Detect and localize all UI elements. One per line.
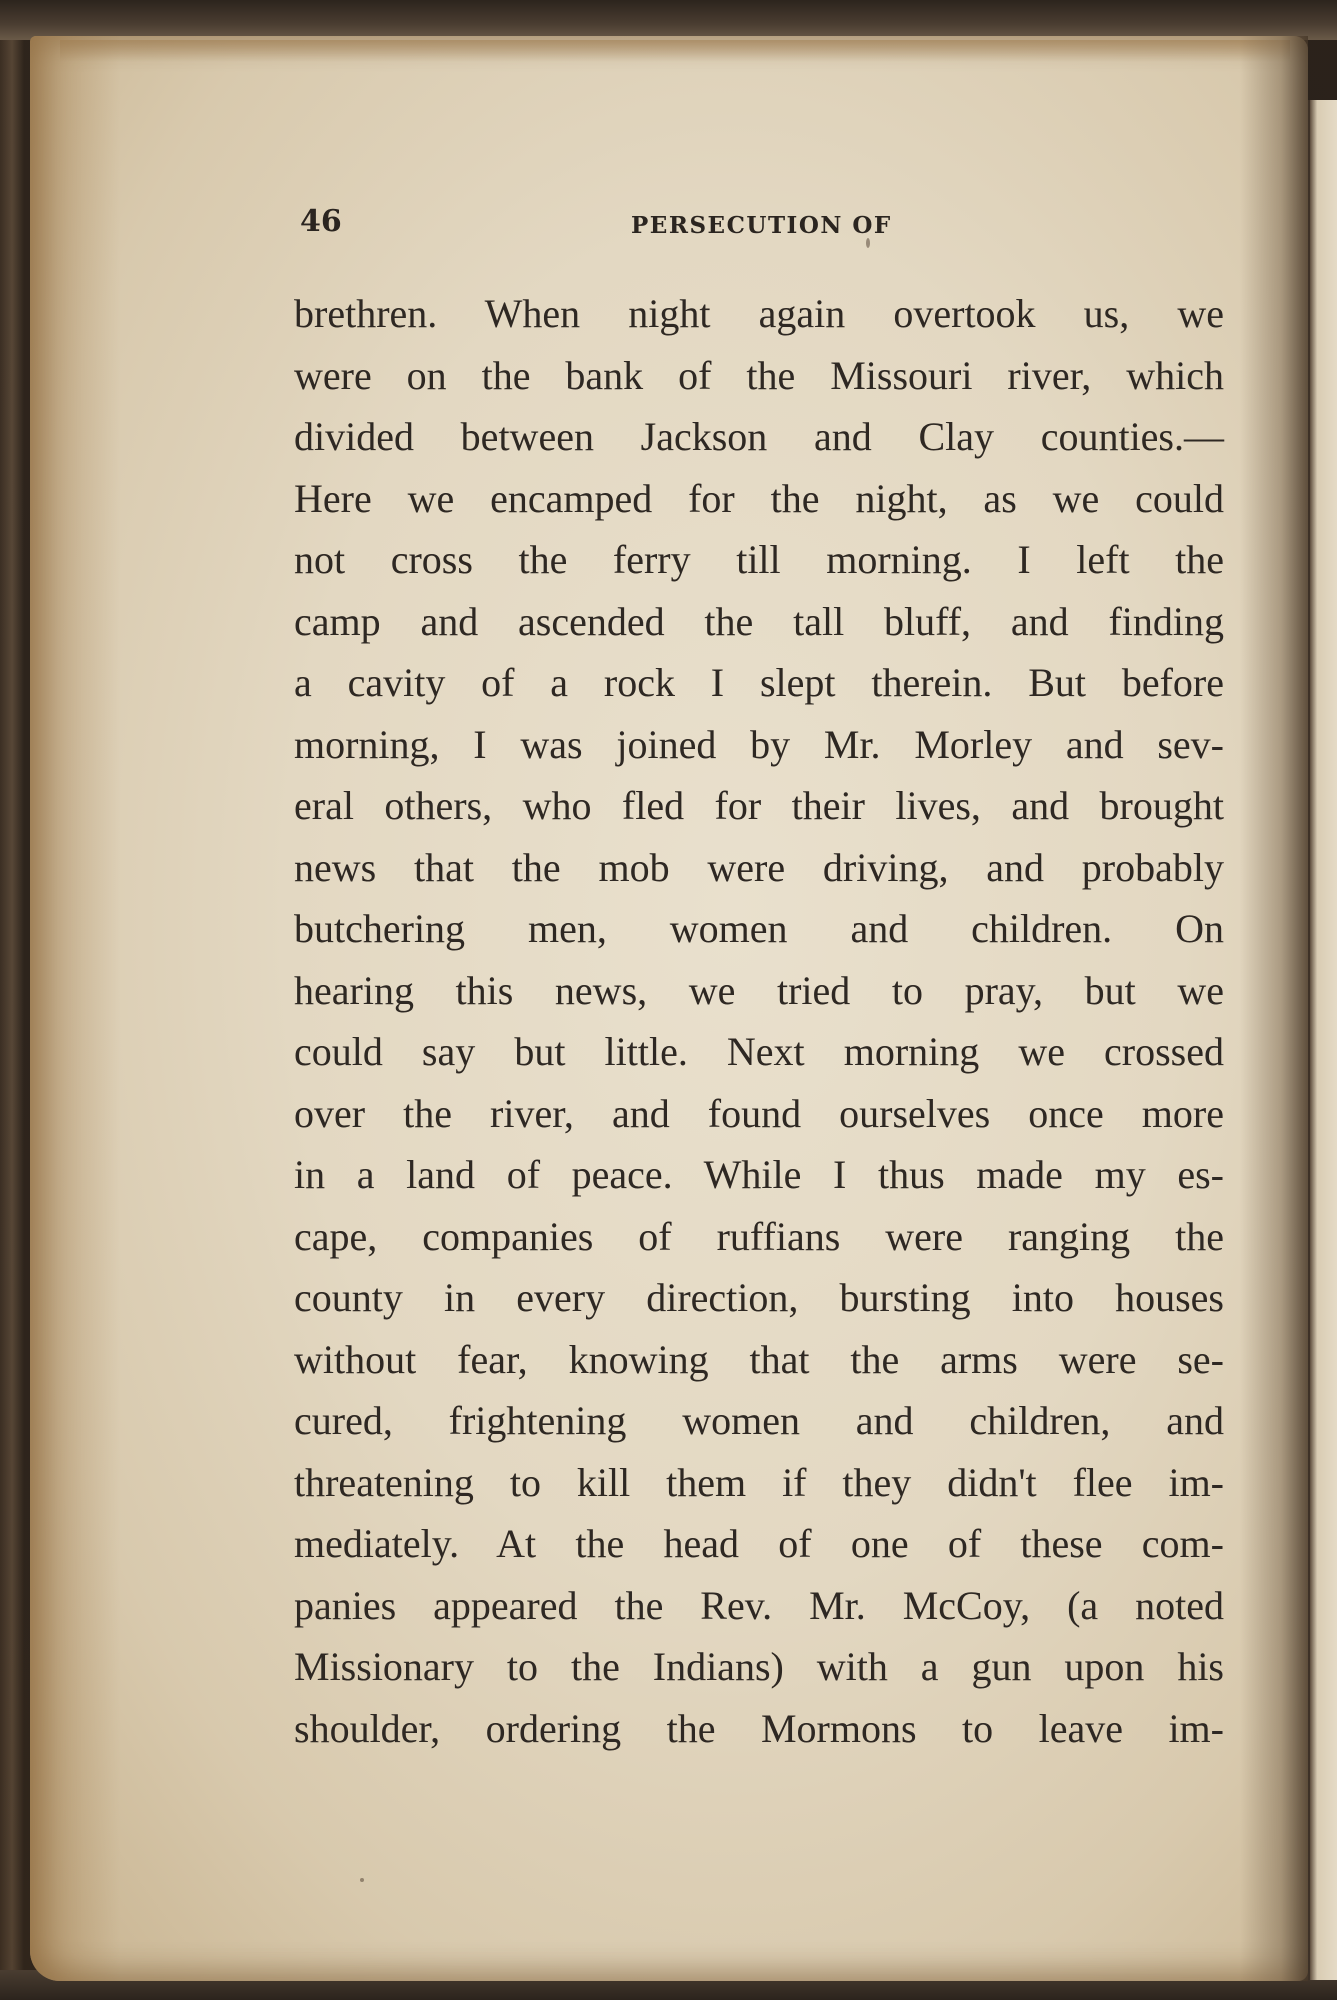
text-line: over the river, and found ourselves once more <box>294 1090 1224 1136</box>
text-line: hearing this news, we tried to pray, but we <box>294 967 1224 1013</box>
body-text <box>294 283 1224 1759</box>
text-line: Missionary to the Indians) with a gun upon his <box>294 1644 1224 1689</box>
text-line: county in every direction, bursting into houses <box>294 1275 1224 1320</box>
running-title: PERSECUTION OF <box>631 212 892 239</box>
text-line: could say but little. Next morning we crossed <box>294 1029 1224 1074</box>
text-line: butchering men, women and children. On <box>294 906 1224 951</box>
text-line: not cross the ferry till morning. I left the <box>294 537 1224 582</box>
adjacent-page-edge <box>1308 100 1337 1980</box>
page-number: 46 <box>300 204 342 239</box>
page-foxing-left <box>30 36 120 1981</box>
text-line: Here we encamped for the night, as we could <box>294 475 1224 521</box>
text-line: brethren. When night again overtook us, we <box>294 291 1224 336</box>
spine-gutter-shadow <box>1240 36 1308 1981</box>
text-line: were on the bank of the Missouri river, which <box>294 352 1224 398</box>
text-line: divided between Jackson and Clay counties.— <box>294 414 1224 459</box>
text-line: mediately. At the head of one of these com- <box>294 1521 1224 1566</box>
text-line: without fear, knowing that the arms were se- <box>294 1336 1224 1382</box>
text-line: news that the mob were driving, and probably <box>294 844 1224 890</box>
text-line: threatening to kill them if they didn't flee im- <box>294 1459 1224 1505</box>
page-foxing-top <box>60 40 1290 62</box>
text-line: shoulder, ordering the Mormons to leave im- <box>294 1705 1224 1751</box>
text-line: cured, frightening women and children, and <box>294 1398 1224 1443</box>
text-line: a cavity of a rock I slept therein. But before <box>294 660 1224 705</box>
text-line: in a land of peace. While I thus made my es- <box>294 1152 1224 1197</box>
ink-speck <box>360 1878 364 1882</box>
text-line: camp and ascended the tall bluff, and finding <box>294 598 1224 644</box>
page-header <box>300 204 1200 244</box>
book-cover-top-edge <box>0 0 1337 40</box>
text-line: morning, I was joined by Mr. Morley and sev- <box>294 721 1224 767</box>
text-line: panies appeared the Rev. Mr. McCoy, (a noted <box>294 1582 1224 1628</box>
text-line: cape, companies of ruffians were ranging the <box>294 1213 1224 1259</box>
text-line: eral others, who fled for their lives, and brought <box>294 783 1224 828</box>
